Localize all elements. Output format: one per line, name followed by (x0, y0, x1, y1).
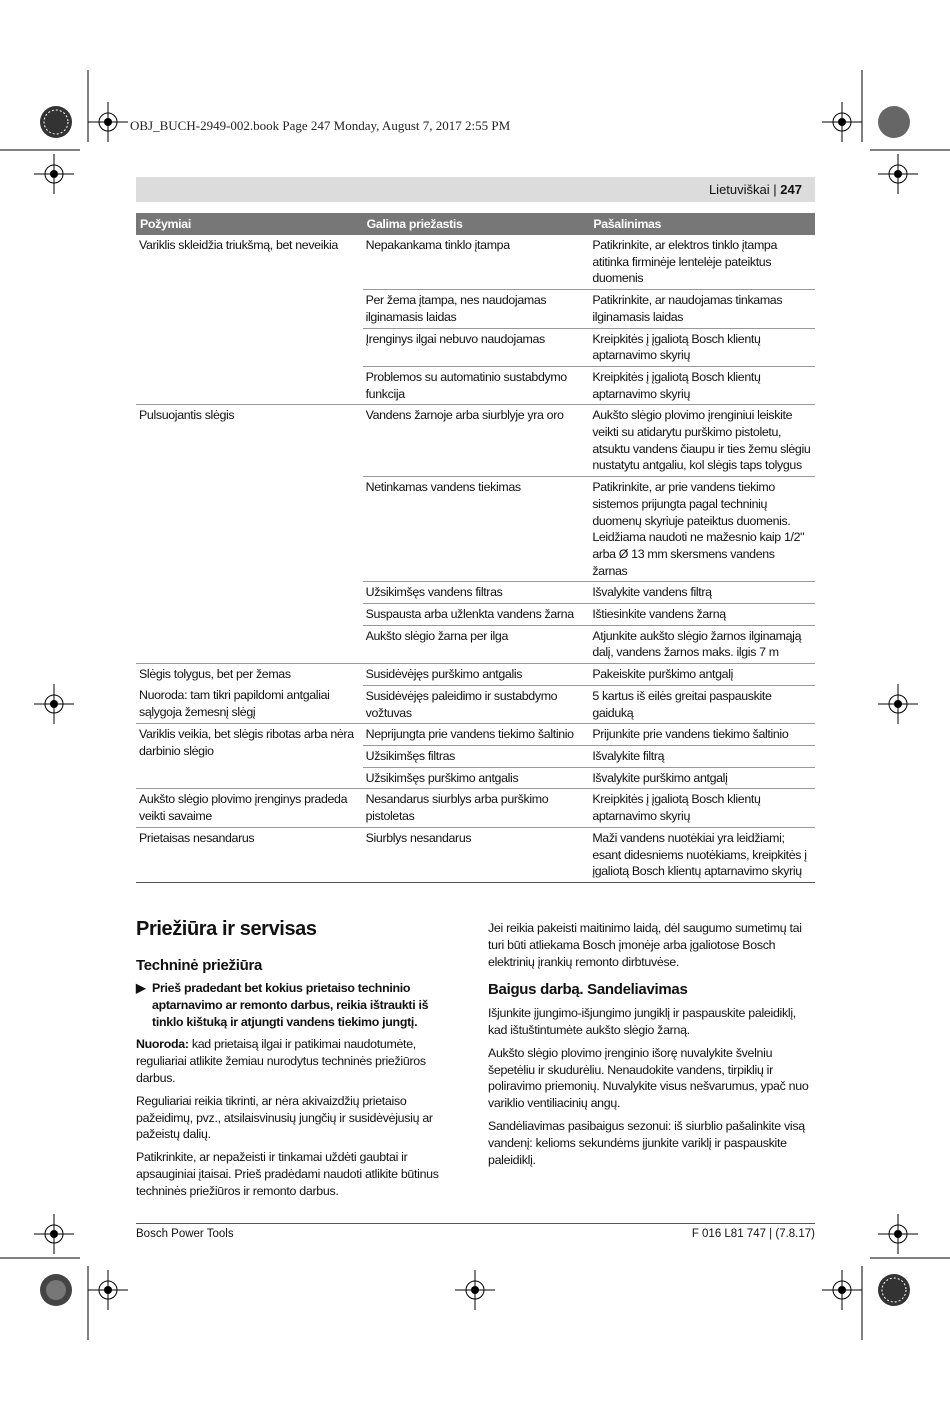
column-header: Požymiai (136, 213, 363, 235)
file-info: OBJ_BUCH-2949-002.book Page 247 Monday, August 7, 2017 2:55 PM (130, 118, 511, 133)
remedy-cell: Ištiesinkite vandens žarną (589, 604, 815, 626)
remedy-cell: Išvalykite filtrą (589, 745, 815, 767)
cause-cell: Nepakankama tinklo įtampa (363, 235, 590, 290)
symptom-cell: Nuoroda: tam tikri papildomi antgaliai sąlygoja žemesnį slėgį (136, 685, 363, 723)
subsection-title: Techninė priežiūra (136, 957, 263, 974)
remedy-cell: Patikrinkite, ar elektros tinklo įtampa atitinka firminėje lentelėje pateiktus duomenis (589, 235, 815, 290)
cause-cell: Suspausta arba užlenkta vandens žarna (363, 604, 590, 626)
right-column (488, 920, 816, 1174)
cause-cell: Susidėvėjęs purškimo antgalis (363, 664, 590, 686)
symptom-cell: Variklis skleidžia triukšmą, bet neveikia (136, 235, 363, 405)
remedy-cell: Patikrinkite, ar naudojamas tinkamas ilginamasis laidas (589, 290, 815, 328)
paragraph: Sandėliavimas pasibaigus sezonui: iš siurblio pašalinkite visą vandenį: kelioms sekundėms įjunkite variklį ir paspauskite paleidiklį. (488, 1118, 805, 1167)
remedy-cell: Išvalykite purškimo antgalį (589, 767, 815, 789)
note-text: kad prietaisą ilgai ir patikimai naudotumėte, reguliariai atlikite žemiau nurodytus techninės priežiūros darbus. (136, 1037, 426, 1085)
left-column (136, 980, 461, 1206)
cause-cell: Netinkamas vandens tiekimas (363, 477, 590, 582)
table-row (136, 235, 815, 290)
column-header: Galima priežastis (363, 213, 590, 235)
paragraph: Aukšto slėgio plovimo įrenginio išorę nuvalykite švelniu šepetėliu ir skudurėliu. Nenaudokite vandens, tirpiklių ir poliravimo priemonių. Nuvalykite visus nešvarumus, ypač nuo variklio ventiliacinių angų. (488, 1045, 809, 1111)
storage-heading: Baigus darbą. Sandeliavimas (488, 981, 688, 999)
remedy-cell: Pakeiskite purškimo antgalį (589, 664, 815, 686)
table-row (136, 664, 815, 686)
bullet-arrow-icon: ▶ (136, 981, 146, 995)
remedy-cell: Maži vandens nuotėkiai yra leidžiami; esant didesniems nuotėkiams, kreipkitės į įgaliotą Bosch klientų aptarnavimo skyrių (589, 827, 815, 882)
warning-bullet (136, 980, 461, 1030)
cause-cell: Įrenginys ilgai nebuvo naudojamas (363, 328, 590, 366)
cause-cell: Užsikimšęs vandens filtras (363, 582, 590, 604)
cause-cell: Problemos su automatinio sustabdymo funkcija (363, 366, 590, 404)
paragraph: Jei reikia pakeisti maitinimo laidą, dėl saugumo sumetimų tai turi būti atliekama Bosch įmonėje arba įgaliotose Bosch elektrinių įrankių remonto dirbtuvėse. (488, 921, 802, 969)
remedy-cell: Prijunkite prie vandens tiekimo šaltinio (589, 724, 815, 746)
cause-cell: Vandens žarnoje arba siurblyje yra oro (363, 405, 590, 477)
page-number: 247 (780, 182, 802, 197)
remedy-cell: 5 kartus iš eilės greitai paspauskite gaiduką (589, 685, 815, 723)
cause-cell: Nesandarus siurblys arba purškimo pistoletas (363, 789, 590, 827)
warning-text: Prieš pradedant bet kokius prietaiso techninio aptarnavimo ar remonto darbus, reikia ištraukti iš tinklo kištuką ir atjungti vandens tiekimo jungtį. (152, 981, 429, 1029)
remedy-cell: Kreipkitės į įgaliotą Bosch klientų aptarnavimo skyrių (589, 789, 815, 827)
table-row (136, 685, 815, 723)
table-row (136, 789, 815, 827)
symptom-cell: Variklis veikia, bet slėgis ribotas arba nėra darbinio slėgio (136, 724, 363, 789)
symptom-cell: Pulsuojantis slėgis (136, 405, 363, 664)
footer-brand: Bosch Power Tools (136, 1228, 234, 1240)
remedy-cell: Atjunkite aukšto slėgio žarnos ilginamąją dalį, vandens žarnos maks. ilgis 7 m (589, 625, 815, 663)
remedy-cell: Kreipkitės į įgaliotą Bosch klientų aptarnavimo skyrių (589, 366, 815, 404)
footer-divider (136, 1223, 815, 1224)
remedy-cell: Išvalykite vandens filtrą (589, 582, 815, 604)
table-row (136, 724, 815, 746)
paragraph: Reguliariai reikia tikrinti, ar nėra akivaizdžių prietaiso pažeidimų, pvz., atsilaisvinusių jungčių ir susidėvėjusių ar pažeistų dalių. (136, 1093, 433, 1142)
header-separator: | (773, 182, 777, 197)
symptom-cell: Aukšto slėgio plovimo įrenginys pradeda veikti savaime (136, 789, 363, 827)
paragraph: Išjunkite įjungimo-išjungimo jungiklį ir paspauskite paleidiklį, kad ištuštintumėte aukšto slėgio žarną. (488, 1006, 796, 1037)
section-title: Priežiūra ir servisas (136, 918, 317, 940)
cause-cell: Aukšto slėgio žarna per ilga (363, 625, 590, 663)
table-row (136, 827, 815, 882)
symptom-cell: Slėgis tolygus, bet per žemas (139, 667, 291, 682)
header-language: Lietuviškai (708, 182, 770, 197)
remedy-cell: Patikrinkite, ar prie vandens tiekimo sistemos prijungta pagal techninių duomenų skyriuje pateiktus duomenis. Leidžiama naudoti ne mažesnio kaip 1/2" arba Ø 13 mm skersmens vandens žarnas (589, 477, 815, 582)
cause-cell: Siurblys nesandarus (363, 827, 590, 882)
symptom-cell: Prietaisas nesandarus (136, 827, 363, 882)
note-label: Nuoroda: (136, 1037, 189, 1052)
note-paragraph (136, 1036, 461, 1086)
troubleshooting-table (136, 213, 815, 883)
cause-cell: Užsikimšęs filtras (363, 745, 590, 767)
table-header-row (136, 213, 815, 235)
cause-cell: Per žema įtampa, nes naudojamas ilginamasis laidas (363, 290, 590, 328)
cause-cell: Užsikimšęs purškimo antgalis (363, 767, 590, 789)
running-header (709, 182, 802, 197)
cause-cell: Neprijungta prie vandens tiekimo šaltinio (363, 724, 590, 746)
paragraph: Patikrinkite, ar nepažeisti ir tinkamai uždėti gaubtai ir apsauginiai įtaisai. Prieš pradėdami naudoti atlikite būtinus techninės priežiūros ir remonto darbus. (136, 1150, 439, 1198)
remedy-cell: Kreipkitės į įgaliotą Bosch klientų aptarnavimo skyrių (589, 328, 815, 366)
cause-cell: Susidėvėjęs paleidimo ir sustabdymo vožtuvas (363, 685, 590, 723)
remedy-cell: Aukšto slėgio plovimo įrenginiui leiskite veikti su atidarytu purškimo pistoletu, atsuktu vandens čiaupu ir ties žemu slėgiu nustatytu antgaliu, kol slėgis taps tolygus (589, 405, 815, 477)
column-header: Pašalinimas (589, 213, 815, 235)
table-row (136, 405, 815, 477)
footer-doc-number: F 016 L81 747 | (7.8.17) (691, 1228, 815, 1240)
